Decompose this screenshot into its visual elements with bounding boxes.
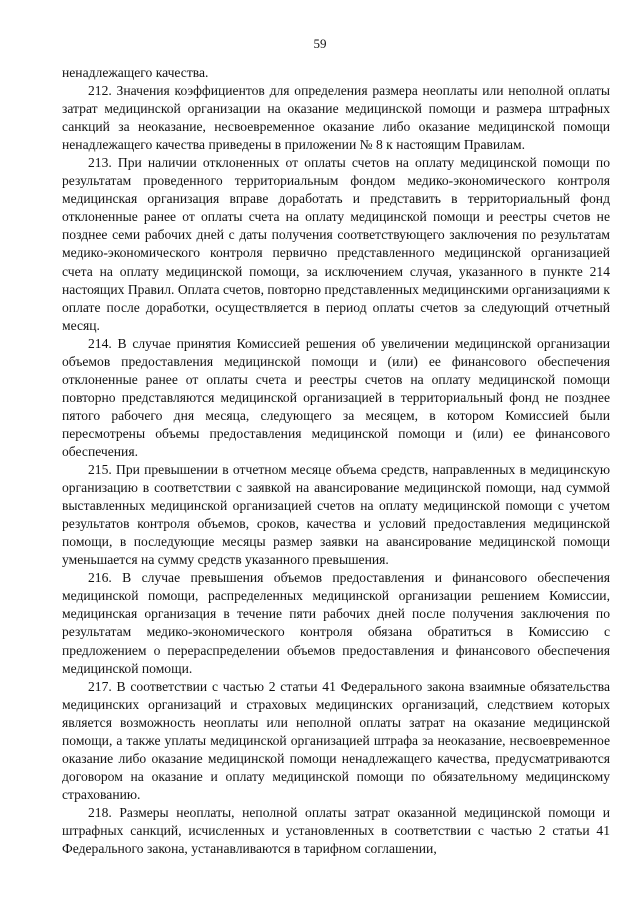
paragraph-214: 214. В случае принятия Комиссией решения об увеличении медицинской организации объемов предоставления медицинской помощи и (или) ее финансового обеспечения отклоненные ранее от оплаты счета и реестры счетов на оплату медицинской помощи повторно представляются медицинской организацией в территориальный фонд не позднее пятого рабочего дня месяца, следующего за месяцем, в котором Комиссией были пересмотрены объемы предоставления медицинской помощи и (или) ее финансового обеспечения. xyxy=(62,335,610,459)
document-body xyxy=(62,64,610,858)
page-number: 59 xyxy=(313,36,327,51)
paragraph-212: 212. Значения коэффициентов для определения размера неоплаты или неполной оплаты затрат медицинской организации на оказание медицинской помощи и размера штрафных санкций за неоказание, несвоевременное оказание либо оказание медицинской помощи ненадлежащего качества приведены в приложении № 8 к настоящим Правилам. xyxy=(62,83,610,153)
paragraph-217: 217. В соответствии с частью 2 статьи 41 Федерального закона взаимные обязательства медицинских организаций и страховых медицинских организаций, следствием которых является возможность неоплаты или неполной оплаты затрат на оказание медицинской помощи, а также уплаты медицинской организацией штрафа за неоказание, несвоевременное оказание либо оказание медицинской помощи ненадлежащего качества, предусматриваются договором на оказание и оплату медицинской помощи по обязательному медицинскому страхованию. xyxy=(62,678,610,802)
paragraph-continuation: ненадлежащего качества. xyxy=(62,65,209,80)
paragraph-215: 215. При превышении в отчетном месяце объема средств, направленных в медицинскую организацию в соответствии с заявкой на авансирование медицинской помощи, над суммой выставленных медицинской организацией счетов на оплату медицинской помощи с учетом результатов контроля объемов, сроков, качества и условий предоставления медицинской помощи, в последующие месяцы размер заявки на авансирование медицинской помощи уменьшается на сумму средств указанного превышения. xyxy=(62,462,610,568)
paragraph-216: 216. В случае превышения объемов предоставления и финансового обеспечения медицинской помощи, распределенных медицинской организации решением Комиссии, медицинская организация в течение пяти рабочих дней после получения заключения по результатам медико-экономического контроля обязана обратиться в Комиссию с предложением о перераспределении объемов предоставления и финансового обеспечения медицинской помощи. xyxy=(62,570,610,676)
paragraph-218: 218. Размеры неоплаты, неполной оплаты затрат оказанной медицинской помощи и штрафных санкций, исчисленных и установленных в соответствии с частью 2 статьи 41 Федерального закона, устанавливаются в тарифном соглашении, xyxy=(62,804,610,857)
paragraph-213: 213. При наличии отклоненных от оплаты счетов на оплату медицинской помощи по результатам проведенного территориальным фондом медико-экономического контроля медицинская организация вправе доработать и представить в территориальный фонд отклоненные ранее от оплаты счета на оплату медицинской помощи и реестры счетов не позднее семи рабочих дней с даты получения соответствующего заключения по результатам медико-экономического контроля первично представленного медицинской организацией счета на оплату медицинской помощи, за исключением случая, указанного в пункте 214 настоящих Правил. Оплата счетов, повторно представленных медицинскими организациями к оплате после доработки, осуществляется в период оплаты счетов за следующий отчетный месяц. xyxy=(62,155,610,333)
